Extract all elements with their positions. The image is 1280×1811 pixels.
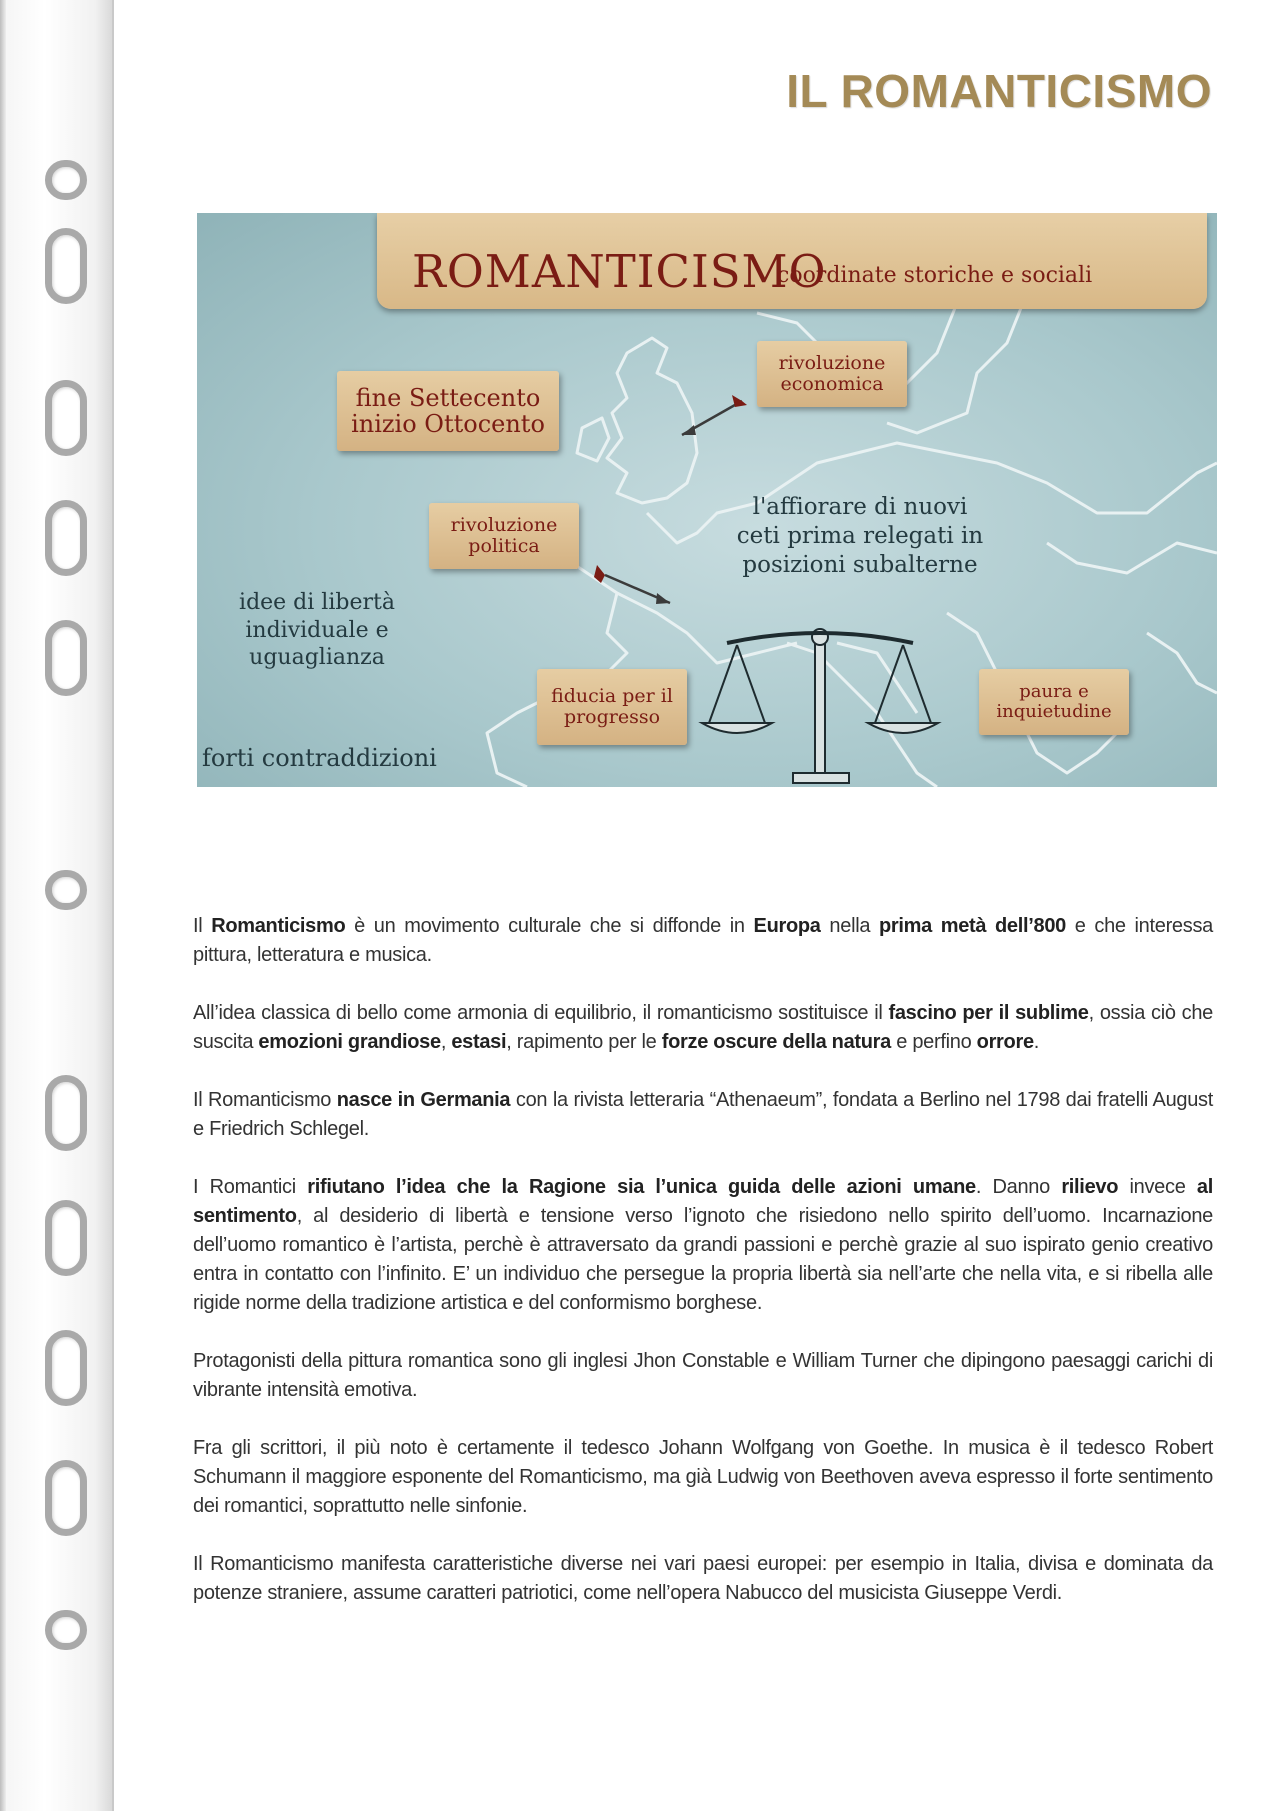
text-idee-liberta: idee di libertà individuale e uguaglianza	[239, 590, 395, 670]
binder-hole	[45, 1460, 87, 1536]
text-run: , al desiderio di libertà e tensione verso l’ignoto che risiedono nello spirito dell’uomo. Incarnazione dell’uomo romantico è l’artista, perchè è attraversato da grandi passioni e perchè grazie al suo ispirato genio creativo entra in contatto con l’infinito. E’ un individuo che persegue la propria libertà sia nell’arte che nella vita, e si ribella alle rigide norme della tradizione artistica e del conformismo borghese.	[193, 1205, 1213, 1314]
text-run: invece	[1118, 1176, 1197, 1198]
binder-hole	[45, 1330, 87, 1406]
text-run: Il Romanticismo manifesta caratteristiche diverse nei vari paesi europei: per esempio in Italia, divisa e dominata da potenze straniere, assume caratteri patriotici, come nell’opera Nabucco del musicista Giuseppe Verdi.	[193, 1553, 1213, 1604]
text-run: Fra gli scrittori, il più noto è certamente il tedesco Johann Wolfgang von Goethe. In musica è il tedesco Robert Schumann il maggiore esponente del Romanticismo, ma già Ludwig von Beethoven aveva espresso il forte sentimento dei romantici, soprattutto nelle sinfonie.	[193, 1437, 1213, 1517]
card-period: fine Settecento inizio Ottocento	[337, 371, 559, 451]
text-run: è un movimento culturale che si diffonde in	[345, 915, 754, 937]
text-run: , ossia ciò che suscita	[193, 1002, 1213, 1053]
text-run: . Danno	[975, 1176, 1062, 1198]
bold-text: al sentimento	[193, 1176, 1213, 1227]
binder-hole	[45, 1075, 87, 1151]
text-run: .	[1033, 1031, 1040, 1053]
paragraph	[193, 999, 1213, 1057]
arrow-economica	[682, 395, 747, 435]
banner-main-title: ROMANTICISMO	[412, 245, 827, 298]
map-arrows	[197, 213, 1217, 787]
paragraph	[193, 1550, 1213, 1608]
bold-text: nasce in Germania	[336, 1089, 511, 1111]
binder-hole	[45, 1200, 87, 1276]
card-rivoluzione-politica: rivoluzione politica	[429, 503, 579, 569]
bold-text: Romanticismo	[211, 915, 346, 937]
bold-text: emozioni grandiose	[258, 1031, 441, 1053]
binder-hole	[45, 160, 87, 200]
text-run: Protagonisti della pittura romantica sono gli inglesi Jhon Constable e William Turner che dipingono paesaggi carichi di vibrante intensità emotiva.	[193, 1350, 1213, 1401]
card-rivoluzione-economica: rivoluzione economica	[757, 341, 907, 407]
binder-hole	[45, 1610, 87, 1650]
text-run: I Romantici	[193, 1176, 308, 1198]
binder-hole	[45, 228, 87, 304]
text-run: e perfino	[891, 1031, 977, 1053]
arrow-politica	[594, 565, 670, 604]
card-paura-inquietudine: paura e inquietudine	[979, 669, 1129, 735]
paragraph	[193, 1434, 1213, 1521]
paragraph	[193, 1347, 1213, 1405]
binder-hole	[45, 620, 87, 696]
binder-hole	[45, 500, 87, 576]
bold-text: orrore	[976, 1031, 1034, 1053]
page-title: IL ROMANTICISMO	[786, 65, 1212, 117]
paragraph	[193, 1086, 1213, 1144]
text-run: Il	[193, 915, 212, 937]
binder-strip	[0, 0, 114, 1811]
binder-hole	[45, 380, 87, 456]
romanticism-map-image	[197, 213, 1217, 787]
paragraph	[193, 912, 1213, 970]
text-run: e che interessa pittura, letteratura e musica.	[193, 915, 1213, 966]
binder-edge	[0, 0, 6, 1811]
bold-text: rifiutano l’idea che la Ragione sia l’unica guida delle azioni umane	[307, 1176, 976, 1198]
paragraph	[193, 1173, 1213, 1318]
banner-subtitle: coordinate storiche e sociali	[777, 263, 1093, 288]
text-run: nella	[820, 915, 879, 937]
bold-text: prima metà dell’800	[878, 915, 1066, 937]
body-text	[193, 912, 1213, 1637]
bold-text: Europa	[753, 915, 821, 937]
text-run: , rapimento per le	[506, 1031, 662, 1053]
text-run: Il Romanticismo	[193, 1089, 337, 1111]
bold-text: forze oscure della natura	[661, 1031, 891, 1053]
text-forti-contraddizioni: forti contraddizioni	[202, 744, 437, 772]
scales-icon	[702, 629, 938, 783]
text-run: ,	[440, 1031, 452, 1053]
text-run: con la rivista letteraria “Athenaeum”, fondata a Berlino nel 1798 dai fratelli August e Friedrich Schlegel.	[193, 1089, 1213, 1140]
text-run: All’idea classica di bello come armonia di equilibrio, il romanticismo sostituisce il	[193, 1002, 889, 1024]
bold-text: rilievo	[1061, 1176, 1119, 1198]
bold-text: estasi	[451, 1031, 507, 1053]
binder-hole	[45, 870, 87, 910]
card-fiducia-progresso: fiducia per il progresso	[537, 669, 687, 745]
bold-text: fascino per il sublime	[888, 1002, 1089, 1024]
text-nuovi-ceti: l'affiorare di nuovi ceti prima relegati in posizioni subalterne	[736, 494, 984, 578]
